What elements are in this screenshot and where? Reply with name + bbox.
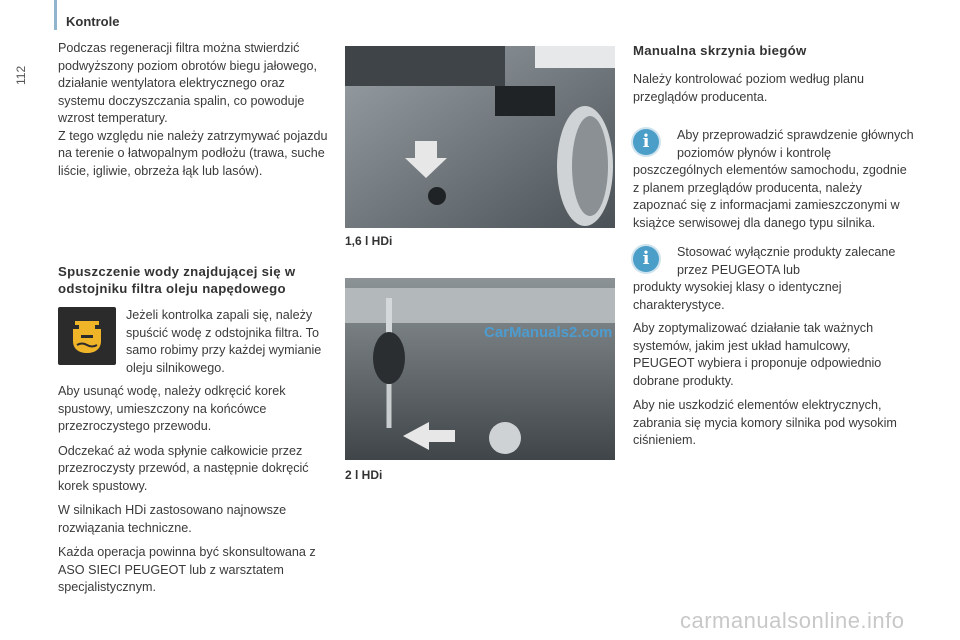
section-title: Kontrole (66, 14, 120, 29)
drain-paragraph-3: W silnikach HDi zastosowano najnowsze rozwiązania techniczne. (58, 503, 287, 535)
header-accent-bar (54, 0, 57, 30)
photo-2-caption: 2 l HDi (345, 468, 383, 482)
info-block-service (633, 127, 915, 232)
left-column (58, 40, 334, 604)
info-icon: i (633, 246, 659, 272)
page-number: 112 (14, 65, 28, 85)
info-service-first: Aby przeprowadzić sprawdzenie głównych poziomów płynów i kontrolę (677, 128, 914, 160)
engine-photo-1-6-hdi (345, 46, 615, 228)
water-drain-heading: Spuszczenie wody znajdującej się w odstojniku filtra oleju napędowego (58, 264, 296, 296)
footer-watermark: carmanualsonline.info (680, 608, 905, 633)
engine-photo-2-hdi (345, 278, 615, 460)
drain-paragraph-4: Każda operacja powinna być skonsultowana z ASO SIECI PEUGEOT lub z warsztatem specjalistycznym. (58, 545, 316, 594)
gearbox-intro: Należy kontrolować poziom według planu przeglądów producenta. (633, 72, 865, 104)
carmanuals-watermark: CarManuals2.com (484, 324, 613, 341)
info-service-rest: poszczególnych elementów samochodu, zgodnie z planem przeglądów producenta, należy zapoznać się z informacjami zamieszczonymi w książce serwisowej dla danego typu silnika. (633, 163, 907, 230)
water-in-fuel-warning-icon (58, 307, 116, 365)
info-products-first: Stosować wyłącznie produkty zalecane przez PEUGEOTA lub (677, 245, 896, 277)
gearbox-heading: Manualna skrzynia biegów (633, 43, 807, 58)
washing-paragraph: Aby nie uszkodzić elementów elektrycznych, zabrania się mycia komory silnika pod wysokim ciśnieniem. (633, 398, 897, 447)
info-icon: i (633, 129, 659, 155)
right-column (633, 42, 915, 457)
info-products-rest: produkty wysokiej klasy o identycznej charakterystyce. (633, 280, 842, 312)
warning-block (58, 307, 334, 377)
photo-1-caption: 1,6 l HDi (345, 234, 393, 248)
brakes-paragraph: Aby zoptymalizować działanie tak ważnych systemów, jakim jest układ hamulcowy, PEUGEOT wybiera i proponuje odpowiednio dobrane produkty. (633, 321, 882, 388)
info-block-products (633, 244, 915, 314)
warning-text: Jeżeli kontrolka zapali się, należy spuścić wodę z odstojnika filtra. To samo robimy przy każdej wymianie oleju silnikowego. (126, 308, 322, 375)
drain-paragraph-2: Odczekać aż woda spłynie całkowicie przez przezroczysty przewód, a następnie dokręcić korek spustowy. (58, 443, 309, 493)
regeneration-paragraph: Podczas regeneracji filtra można stwierdzić podwyższony poziom obrotów biegu jałowego, działanie wentylatora elektrycznego oraz systemu doczyszczania spalin, co powoduje wzrost temperatury. Z tego względu nie należy zatrzymywać pojazdu na terenie o łatwopalnym podłożu (trawa, suche liście, igliwie, obrzeża łąk lub lasów). (58, 41, 328, 178)
drain-paragraph-1: Aby usunąć wodę, należy odkręcić korek spustowy, umieszczony na końcówce przezroczystego przewodu. (58, 384, 286, 433)
